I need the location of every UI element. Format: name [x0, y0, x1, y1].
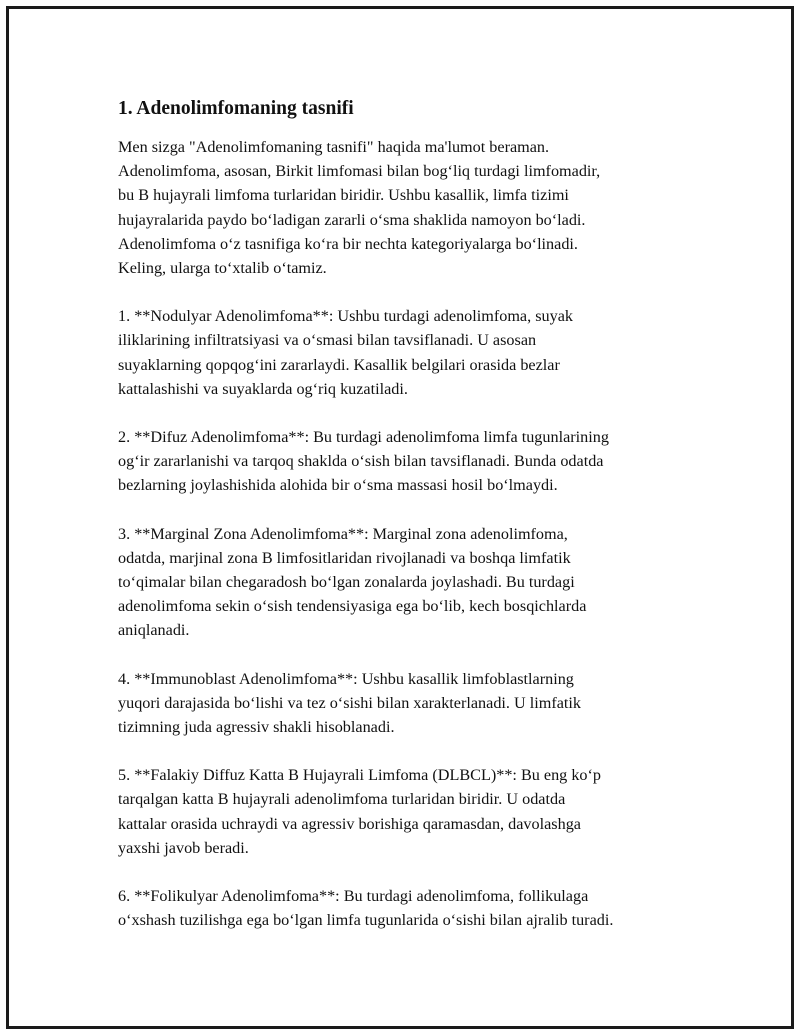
intro-paragraph: Men sizga "Adenolimfomaning tasnifi" haqida ma'lumot beraman. Adenolimfoma, asosan, Birkit limfomasi bilan bog‘liq turdagi limfomadir, bu B hujayrali limfoma turlaridan biridir. Ushbu kasallik, limfa tizimi hujayralarida paydo bo‘ladigan zararli o‘sma shaklida namoyon bo‘ladi. Adenolimfoma o‘z tasnifiga ko‘ra bir nechta kategoriyalarga bo‘linadi. Keling, ularga to‘xtalib o‘tamiz. [118, 138, 601, 278]
list-item-folikulyar: 6. **Folikulyar Adenolimfoma**: Bu turdagi adenolimfoma, follikulaga o‘xshash tuzilishga ega bo‘lgan limfa tugunlarida o‘sishi bilan ajralib turadi. [118, 887, 614, 930]
list-item-immunoblast: 4. **Immunoblast Adenolimfoma**: Ushbu kasallik limfoblastlarning yuqori darajasida bo‘lishi va tez o‘sishi bilan xarakterlanadi. U limfatik tizimning juda agressiv shakli hisoblanadi. [118, 669, 582, 737]
list-item-marginal-zona: 3. **Marginal Zona Adenolimfoma**: Marginal zona adenolimfoma, odatda, marjinal zona B limfositlaridan rivojlanadi va boshqa limfatik to‘qimalar bilan chegaradosh bo‘lgan zonalarda joylashadi. Bu turdagi adenolimfoma sekin o‘sish tendensiyasiga ega bo‘lib, kech bosqichlarda aniqlanadi. [118, 524, 587, 640]
list-item-nodulyar: 1. **Nodulyar Adenolimfoma**: Ushbu turdagi adenolimfoma, suyak iliklarining infiltratsiyasi va o‘smasi bilan tavsiflanadi. U asosan suyaklarning qopqog‘ini zararlaydi. Kasallik belgilari orasida bezlar kattalashishi va suyaklarda og‘riq kuzatiladi. [118, 307, 573, 398]
list-item-dlbcl: 5. **Falakiy Diffuz Katta B Hujayrali Limfoma (DLBCL)**: Bu eng ko‘p tarqalgan katta B hujayrali adenolimfoma turlaridan biridir. U odatda kattalar orasida uchraydi va agressiv borishiga qaramasdan, davolashga yaxshi javob beradi. [118, 766, 601, 857]
list-item-difuz: 2. **Difuz Adenolimfoma**: Bu turdagi adenolimfoma limfa tugunlarining og‘ir zararlanishi va tarqoq shaklda o‘sish bilan tavsiflanadi. Bunda odatda bezlarning joylashishida alohida bir o‘sma massasi hosil bo‘lmaydi. [118, 428, 609, 495]
document-title: 1. Adenolimfomaning tasnifi [118, 98, 354, 119]
document-body [118, 96, 698, 956]
